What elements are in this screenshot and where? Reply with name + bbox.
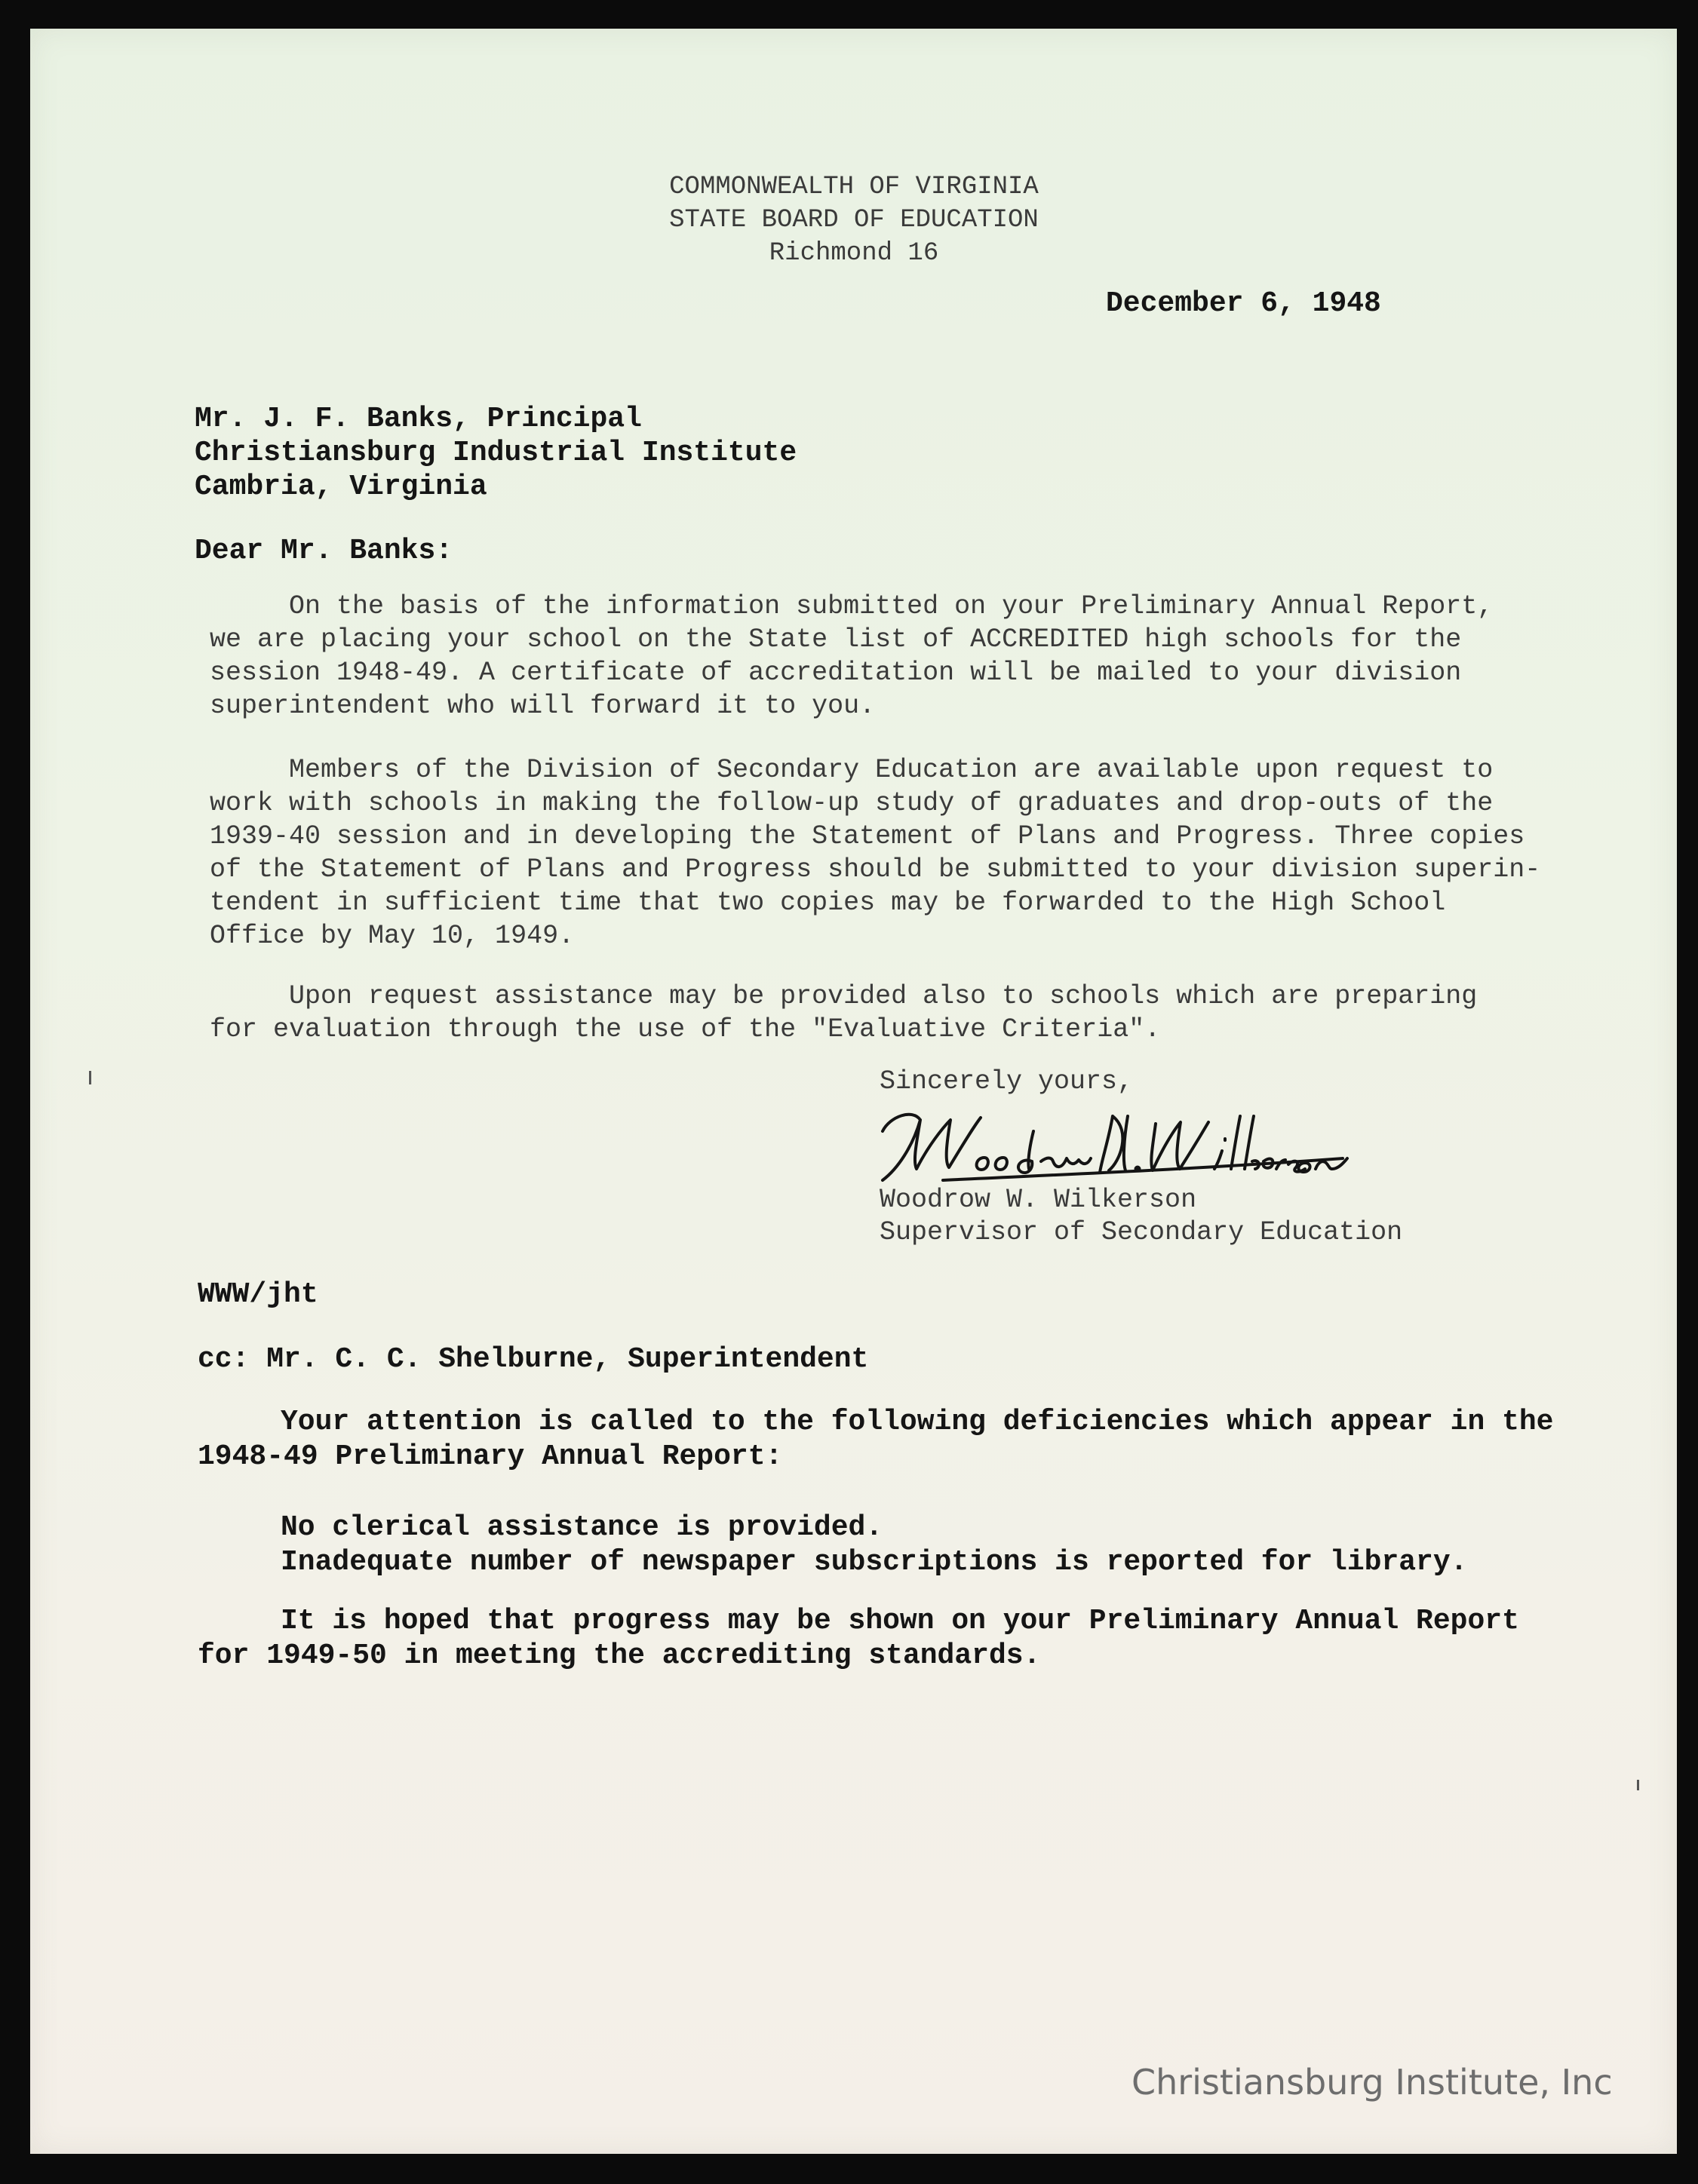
body-paragraph-1 [210, 590, 1493, 722]
signer-title: Supervisor of Secondary Education [880, 1217, 1403, 1247]
salutation: Dear Mr. Banks: [195, 535, 453, 567]
recipient-name: Mr. J. F. Banks, Principal [195, 403, 642, 435]
letterhead-line-1: COMMONWEALTH OF VIRGINIA [669, 173, 1039, 201]
signer-block [880, 1184, 1402, 1249]
paragraph-line: Upon request assistance may be provided also to schools which are preparing [289, 981, 1478, 1011]
letter-date: December 6, 1948 [1106, 287, 1381, 320]
deficiency-item: Inadequate number of newspaper subscriptions is reported for library. [281, 1546, 1468, 1578]
paragraph-line: Members of the Division of Secondary Education are available upon request to [289, 755, 1494, 785]
body-paragraph-2 [210, 753, 1540, 952]
cc-text: cc: Mr. C. C. Shelburne, Superintendent [198, 1343, 869, 1376]
paragraph-line: for evaluation through the use of the "Evaluative Criteria". [210, 1014, 1161, 1044]
paragraph-line: Office by May 10, 1949. [210, 921, 575, 951]
typist-initials [198, 1278, 318, 1312]
recipient-location: Cambria, Virginia [195, 471, 487, 503]
paper-speck [1637, 1780, 1639, 1790]
paragraph-line: On the basis of the information submitted on your Preliminary Annual Report, [289, 591, 1494, 621]
letterhead-line-3: Richmond 16 [769, 239, 939, 268]
initials-text: WWW/jht [198, 1278, 318, 1311]
paragraph-line: for 1949-50 in meeting the accrediting standards. [198, 1640, 1041, 1672]
watermark: Christiansburg Institute, Inc [1131, 2062, 1613, 2103]
paragraph-line: work with schools in making the follow-up study of graduates and drop-outs of the [210, 788, 1494, 818]
deficiency-item: No clerical assistance is provided. [281, 1511, 883, 1544]
attention-paragraph [198, 1405, 1553, 1474]
paragraph-line: superintendent who will forward it to you. [210, 691, 876, 721]
paragraph-line: session 1948-49. A certificate of accreditation will be mailed to your division [210, 658, 1462, 688]
signer-name: Woodrow W. Wilkerson [880, 1185, 1197, 1215]
letterhead-line-2: STATE BOARD OF EDUCATION [669, 206, 1039, 235]
carbon-copy [198, 1342, 868, 1377]
paper-speck [89, 1071, 91, 1084]
hope-paragraph [198, 1604, 1519, 1673]
recipient-institution: Christiansburg Industrial Institute [195, 437, 797, 469]
body-paragraph-3 [210, 980, 1477, 1046]
paragraph-line: we are placing your school on the State list of ACCREDITED high schools for the [210, 624, 1462, 655]
recipient-address [195, 402, 797, 504]
letterhead [658, 170, 1050, 270]
closing: Sincerely yours, [880, 1066, 1134, 1097]
paragraph-line: of the Statement of Plans and Progress should be submitted to your division superin- [210, 854, 1541, 885]
paragraph-line: 1939-40 session and in developing the Statement of Plans and Progress. Three copies [210, 821, 1525, 851]
paragraph-line: Your attention is called to the following deficiencies which appear in the [281, 1406, 1554, 1438]
paragraph-line: It is hoped that progress may be shown on your Preliminary Annual Report [281, 1605, 1519, 1637]
handwritten-signature [860, 1086, 1358, 1192]
paragraph-line: tendent in sufficient time that two copies may be forwarded to the High School [210, 888, 1446, 918]
paragraph-line: 1948-49 Preliminary Annual Report: [198, 1440, 783, 1473]
deficiency-list [198, 1511, 1467, 1580]
letter-page [30, 29, 1677, 2154]
